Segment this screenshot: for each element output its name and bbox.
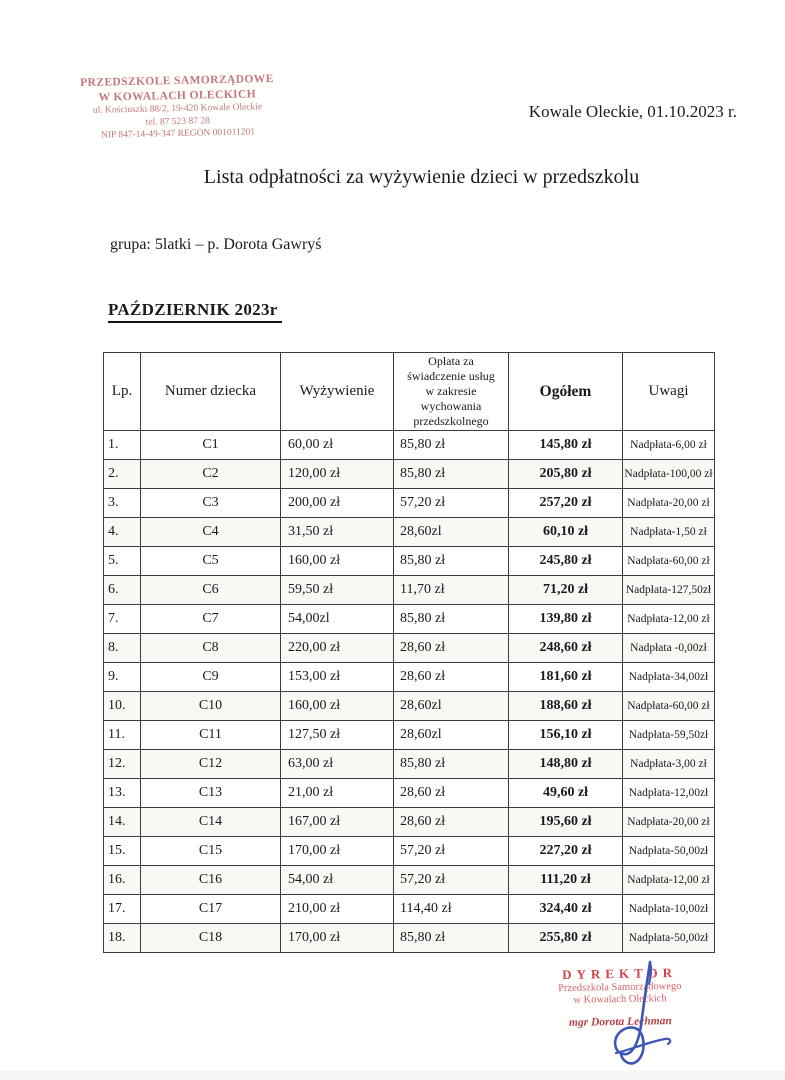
cell-uwagi: Nadpłata-10,00zł [623,895,715,924]
cell-uwagi: Nadpłata-34,00zł [623,663,715,692]
cell-oplata: 28,60 zł [394,663,509,692]
cell-lp: 9. [104,663,141,692]
cell-lp: 3. [104,489,141,518]
director-stamp-title: DYREKTOR [562,965,678,983]
cell-ogolem: 257,20 zł [509,489,623,518]
cell-lp: 15. [104,837,141,866]
cell-lp: 17. [104,895,141,924]
cell-numer-dziecka: C7 [141,605,281,634]
cell-wyzywienie: 200,00 zł [281,489,394,518]
stamp-org-name-line2: W KOWALACH OLECKICH [98,88,257,104]
cell-lp: 5. [104,547,141,576]
table-row [104,924,715,953]
cell-oplata: 85,80 zł [394,460,509,489]
kindergarten-office-stamp [69,72,285,142]
cell-wyzywienie: 127,50 zł [281,721,394,750]
cell-numer-dziecka: C14 [141,808,281,837]
cell-ogolem: 195,60 zł [509,808,623,837]
table-row [104,692,715,721]
cell-wyzywienie: 153,00 zł [281,663,394,692]
cell-oplata: 85,80 zł [394,924,509,953]
group-line: grupa: 5latki – p. Dorota Gawryś [110,236,322,253]
cell-ogolem: 181,60 zł [509,663,623,692]
cell-oplata: 57,20 zł [394,489,509,518]
payments-table [103,352,715,953]
month-heading: PAŹDZIERNIK 2023r [108,300,282,323]
cell-uwagi: Nadpłata -0,00zł [623,634,715,663]
cell-lp: 16. [104,866,141,895]
table-row [104,518,715,547]
table-row [104,837,715,866]
cell-numer-dziecka: C16 [141,866,281,895]
stamp-phone: tel. 87 523 87 28 [145,115,210,128]
col-header-numer: Numer dziecka [141,353,281,431]
scan-artifact-strip [0,1071,785,1080]
cell-lp: 12. [104,750,141,779]
table-header-row [104,353,715,431]
cell-ogolem: 148,80 zł [509,750,623,779]
cell-ogolem: 60,10 zł [509,518,623,547]
table-row [104,721,715,750]
cell-wyzywienie: 54,00zl [281,605,394,634]
table-row [104,634,715,663]
cell-wyzywienie: 167,00 zł [281,808,394,837]
cell-ogolem: 139,80 zł [509,605,623,634]
cell-wyzywienie: 59,50 zł [281,576,394,605]
cell-ogolem: 248,60 zł [509,634,623,663]
cell-numer-dziecka: C10 [141,692,281,721]
table-row [104,460,715,489]
cell-oplata: 11,70 zł [394,576,509,605]
cell-ogolem: 245,80 zł [509,547,623,576]
cell-oplata: 28,60zl [394,518,509,547]
cell-uwagi: Nadpłata-60,00 zł [623,692,715,721]
stamp-org-name-line1: PRZEDSZKOLE SAMORZĄDOWE [80,72,274,90]
cell-ogolem: 324,40 zł [509,895,623,924]
cell-ogolem: 145,80 zł [509,431,623,460]
cell-numer-dziecka: C12 [141,750,281,779]
stamp-nip-regon: NIP 847-14-49-347 REGON 001011201 [100,127,256,141]
cell-oplata: 28,60zl [394,692,509,721]
cell-wyzywienie: 120,00 zł [281,460,394,489]
cell-uwagi: Nadpłata-6,00 zł [623,431,715,460]
cell-oplata: 114,40 zł [394,895,509,924]
cell-lp: 4. [104,518,141,547]
cell-uwagi: Nadpłata-50,00zł [623,837,715,866]
cell-oplata: 85,80 zł [394,547,509,576]
cell-numer-dziecka: C2 [141,460,281,489]
cell-wyzywienie: 60,00 zł [281,431,394,460]
place-and-date: Kowale Oleckie, 01.10.2023 r. [528,102,737,121]
cell-uwagi: Nadpłata-127,50zł [623,576,715,605]
cell-numer-dziecka: C13 [141,779,281,808]
col-header-oplata: Opłata za świadczenie usług w zakresie wychowania przedszkolnego [394,353,509,431]
cell-oplata: 28,60 zł [394,779,509,808]
cell-numer-dziecka: C4 [141,518,281,547]
table-row [104,750,715,779]
cell-numer-dziecka: C8 [141,634,281,663]
cell-ogolem: 227,20 zł [509,837,623,866]
cell-wyzywienie: 170,00 zł [281,837,394,866]
cell-lp: 18. [104,924,141,953]
cell-oplata: 28,60 zł [394,808,509,837]
cell-lp: 8. [104,634,141,663]
cell-numer-dziecka: C3 [141,489,281,518]
table-row [104,895,715,924]
cell-ogolem: 111,20 zł [509,866,623,895]
cell-ogolem: 156,10 zł [509,721,623,750]
cell-uwagi: Nadpłata-20,00 zł [623,808,715,837]
cell-lp: 14. [104,808,141,837]
table-row [104,779,715,808]
table-row [104,605,715,634]
table-row [104,489,715,518]
cell-wyzywienie: 63,00 zł [281,750,394,779]
cell-lp: 1. [104,431,141,460]
cell-numer-dziecka: C15 [141,837,281,866]
col-header-ogolem: Ogółem [509,353,623,431]
stamp-address: ul. Kościuszki 88/2, 19-420 Kowale Oleckie [92,102,263,117]
cell-lp: 13. [104,779,141,808]
cell-wyzywienie: 160,00 zł [281,547,394,576]
cell-ogolem: 188,60 zł [509,692,623,721]
payment-table-body [104,431,715,953]
cell-wyzywienie: 160,00 zł [281,692,394,721]
table-row [104,431,715,460]
cell-oplata: 28,60 zł [394,634,509,663]
cell-ogolem: 49,60 zł [509,779,623,808]
table-row [104,547,715,576]
cell-uwagi: Nadpłata-50,00zł [623,924,715,953]
cell-ogolem: 205,80 zł [509,460,623,489]
cell-numer-dziecka: C18 [141,924,281,953]
cell-lp: 10. [104,692,141,721]
director-stamp-name: mgr Dorota Lechman [568,1014,672,1029]
director-signature [588,956,698,1080]
cell-uwagi: Nadpłata-12,00 zł [623,866,715,895]
table-row [104,663,715,692]
cell-numer-dziecka: C1 [141,431,281,460]
cell-uwagi: Nadpłata-3,00 zł [623,750,715,779]
table-row [104,866,715,895]
table-row [104,576,715,605]
cell-uwagi: Nadpłata-1,50 zł [623,518,715,547]
cell-numer-dziecka: C11 [141,721,281,750]
cell-wyzywienie: 31,50 zł [281,518,394,547]
cell-uwagi: Nadpłata-60,00 zł [623,547,715,576]
cell-uwagi: Nadpłata-12,00 zł [623,605,715,634]
cell-ogolem: 71,20 zł [509,576,623,605]
cell-uwagi: Nadpłata-100,00 zł [623,460,715,489]
col-header-uwagi: Uwagi [623,353,715,431]
cell-numer-dziecka: C6 [141,576,281,605]
cell-uwagi: Nadpłata-12,00zł [623,779,715,808]
cell-lp: 7. [104,605,141,634]
cell-uwagi: Nadpłata-20,00 zł [623,489,715,518]
page-title: Lista odpłatności za wyżywienie dzieci w przedszkolu [203,166,640,188]
cell-lp: 11. [104,721,141,750]
cell-ogolem: 255,80 zł [509,924,623,953]
cell-wyzywienie: 210,00 zł [281,895,394,924]
director-stamp-org: Przedszkola Samorządowego [558,980,682,994]
table-row [104,808,715,837]
cell-wyzywienie: 21,00 zł [281,779,394,808]
cell-lp: 6. [104,576,141,605]
cell-oplata: 85,80 zł [394,431,509,460]
cell-uwagi: Nadpłata-59,50zł [623,721,715,750]
cell-oplata: 57,20 zł [394,837,509,866]
cell-oplata: 85,80 zł [394,750,509,779]
col-header-lp: Lp. [104,353,141,431]
col-header-wyzywienie: Wyżywienie [281,353,394,431]
cell-numer-dziecka: C17 [141,895,281,924]
cell-numer-dziecka: C9 [141,663,281,692]
cell-wyzywienie: 170,00 zł [281,924,394,953]
cell-wyzywienie: 54,00 zł [281,866,394,895]
cell-wyzywienie: 220,00 zł [281,634,394,663]
cell-oplata: 28,60zl [394,721,509,750]
cell-lp: 2. [104,460,141,489]
cell-oplata: 57,20 zł [394,866,509,895]
cell-oplata: 85,80 zł [394,605,509,634]
cell-numer-dziecka: C5 [141,547,281,576]
director-stamp-location: w Kowalach Oleckich [573,993,667,1007]
